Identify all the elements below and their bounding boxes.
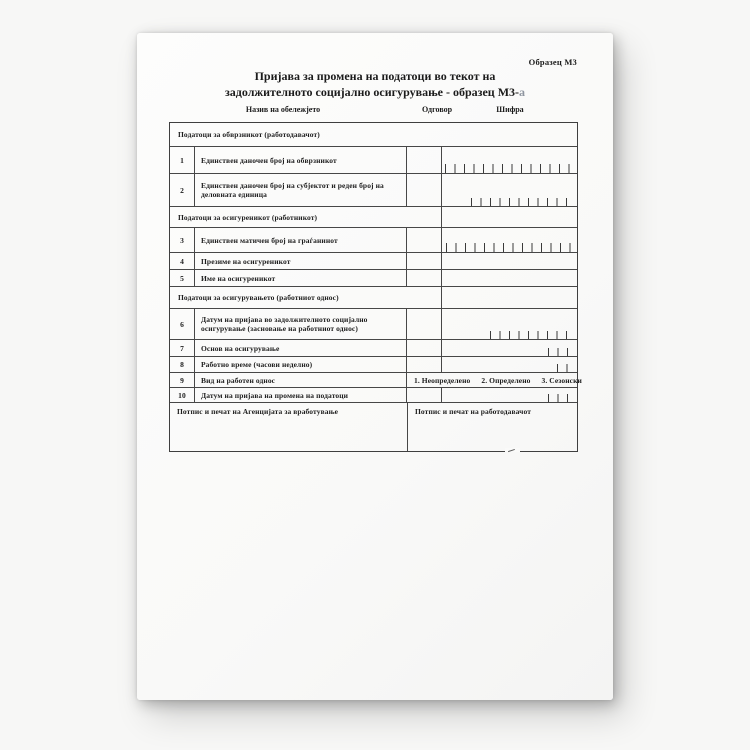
table-row xyxy=(170,253,577,270)
section-header-insured xyxy=(170,207,577,228)
row-label: Основ на осигурување xyxy=(194,340,406,356)
form-title-line2-text: задолжителното социјално осигурување - образец М3- xyxy=(224,84,520,99)
form-table xyxy=(169,122,582,452)
table-row xyxy=(170,373,582,388)
table-row xyxy=(170,174,577,207)
digit-ticks xyxy=(471,198,568,206)
option-seasonal: 3. Сезонски xyxy=(541,375,582,385)
section-empty-cell xyxy=(441,207,577,227)
signature-employer: Потпис и печат на работодавачот xyxy=(407,403,577,451)
table-row xyxy=(170,147,577,174)
option-definite: 2. Определено xyxy=(481,375,531,385)
form-title-line2 xyxy=(137,85,613,101)
row-label: Единствен даночен број на обврзникот xyxy=(194,147,406,173)
row-number: 7 xyxy=(180,343,184,353)
section-label: Податоци за осигуреникот (работникот) xyxy=(178,212,318,222)
section-header-employer xyxy=(170,123,577,147)
section-empty-cell xyxy=(441,287,577,308)
answer-cell xyxy=(406,309,441,339)
row-number: 10 xyxy=(178,390,186,400)
table-row xyxy=(170,340,577,357)
digit-ticks xyxy=(548,394,569,402)
digit-ticks xyxy=(490,331,568,339)
row-label: Вид на работен однос xyxy=(194,373,406,387)
answer-cell xyxy=(406,340,441,356)
row-label: Презиме на осигуреникот xyxy=(194,253,406,269)
code-cell xyxy=(441,174,577,206)
digit-ticks xyxy=(446,243,571,252)
answer-cell xyxy=(406,253,441,269)
column-headers xyxy=(137,105,613,117)
code-cell xyxy=(441,253,577,269)
section-label: Податоци за осигурувањето (работниот однос) xyxy=(178,293,339,302)
column-header-answer: Одговор xyxy=(421,105,453,114)
row-number: 5 xyxy=(180,273,184,283)
form-title-line1: Пријава за промена на податоци во текот на xyxy=(254,69,496,83)
row-number: 3 xyxy=(180,235,184,245)
section-header-insurance xyxy=(170,287,577,309)
answer-cell xyxy=(406,270,441,286)
answer-cell xyxy=(406,147,441,173)
form-code-label: Образец М3 xyxy=(528,57,577,67)
row-number: 2 xyxy=(180,185,184,195)
form-title xyxy=(137,69,613,100)
table-row xyxy=(170,309,577,340)
option-indefinite: 1. Неопределено xyxy=(414,375,471,385)
signature-agency: Потпис и печат на Агенцијата за вработување xyxy=(177,407,339,416)
answer-cell xyxy=(406,228,441,252)
code-cell xyxy=(441,357,577,372)
row-label: Име на осигуреникот xyxy=(194,270,406,286)
answer-cell xyxy=(406,388,441,402)
row-number: 8 xyxy=(180,360,184,369)
row-label: Единствен матичен број на граѓанинот xyxy=(194,228,406,252)
table-row xyxy=(170,357,577,373)
row-label: Датум на пријава во задолжителното социјално осигурување (засновање на работниот однос) xyxy=(194,309,406,339)
answer-cell xyxy=(406,357,441,372)
code-cell xyxy=(441,270,577,286)
digit-ticks xyxy=(548,348,569,356)
row-label: Работно време (часови неделно) xyxy=(194,357,406,372)
section-label: Податоци за обврзникот (работодавачот) xyxy=(178,130,320,139)
row-number: 6 xyxy=(180,319,184,329)
row-number: 9 xyxy=(180,375,184,385)
table-row xyxy=(170,270,577,287)
code-cell xyxy=(441,228,577,252)
code-cell xyxy=(441,340,577,356)
code-cell xyxy=(441,147,577,173)
column-header-name: Назив на обележјето xyxy=(245,105,321,114)
column-header-code: Шифра xyxy=(496,105,524,114)
document-page xyxy=(137,33,613,700)
code-cell xyxy=(441,388,577,402)
answer-cell xyxy=(406,174,441,206)
employment-type-options xyxy=(406,373,582,387)
row-label: Единствен даночен број на субјектот и реден број на деловната единица xyxy=(194,174,406,206)
digit-ticks xyxy=(557,364,568,372)
form-title-suffix: а xyxy=(519,84,526,99)
row-number: 4 xyxy=(180,256,184,266)
table-row xyxy=(170,388,577,403)
row-label: Датум на пријава на промена на податоци xyxy=(194,388,406,402)
scan-artifact xyxy=(505,448,520,452)
digit-ticks xyxy=(445,164,570,173)
signature-row xyxy=(170,403,577,451)
table-row xyxy=(170,228,577,253)
code-cell xyxy=(441,309,577,339)
row-number: 1 xyxy=(180,155,184,165)
